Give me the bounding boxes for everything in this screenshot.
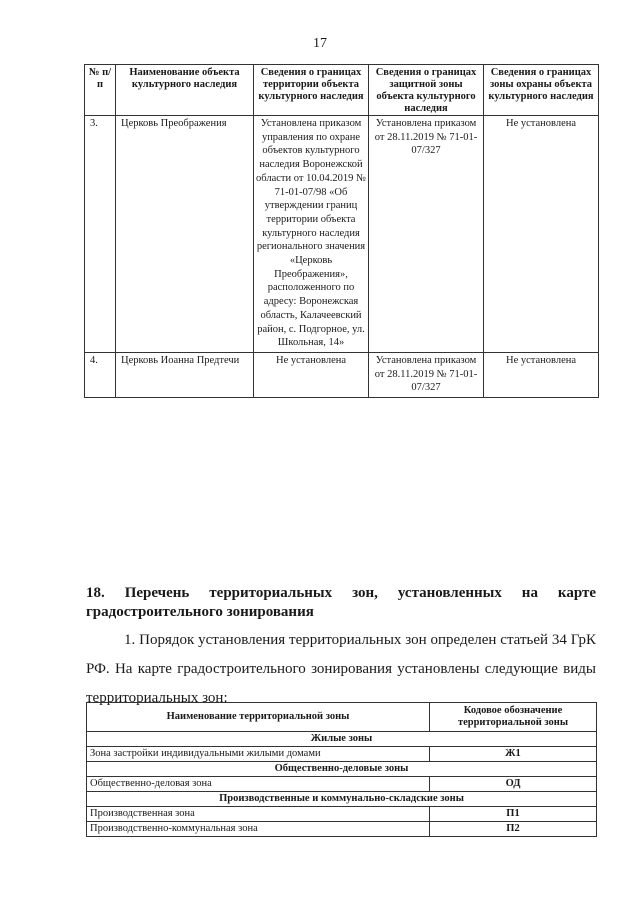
row-number: 3.	[85, 116, 116, 353]
zone-code: П1	[430, 807, 597, 822]
zone-name: Производственная зона	[87, 807, 430, 822]
body-paragraph: 1. Порядок установления территориальных зон определен статьей 34 ГрК РФ. На карте градостроительного зонирования установлены следующие виды территориальных зон:	[86, 632, 596, 706]
zone-code: ОД	[430, 777, 597, 792]
zones-table-header-row	[87, 703, 597, 732]
territory-info: Установлена приказом управления по охране объектов культурного наследия Воронежской области от 10.04.2019 № 71-01-07/98 «Об утверждении границ территории объекта культурного наследия регионального значения «Церковь Преображения», расположенного по адресу: Воронежская область, Калачеевский район, с. Подгорное, ул. Школьная, 14»	[254, 116, 369, 353]
zone-group-title: Жилые зоны	[87, 732, 597, 747]
table-row	[87, 747, 597, 762]
zone-group-row	[87, 732, 597, 747]
page-number: 17	[313, 36, 327, 51]
table-row	[87, 777, 597, 792]
zone-group-row	[87, 792, 597, 807]
protective-zone-info: Установлена приказом от 28.11.2019 № 71-01-07/327	[369, 116, 484, 353]
table-row	[85, 352, 599, 397]
zone-name: Общественно-деловая зона	[87, 777, 430, 792]
security-zone-info: Не установлена	[484, 116, 599, 353]
table-row	[85, 116, 599, 353]
zone-code: П2	[430, 822, 597, 837]
header-territory: Сведения о границах территории объекта культурного наследия	[254, 65, 369, 116]
security-zone-info: Не установлена	[484, 352, 599, 397]
section-heading: 18. Перечень территориальных зон, установленных на карте градостроительного зонирования	[86, 585, 596, 620]
header-object-name: Наименование объекта культурного наследия	[116, 65, 254, 116]
header-zone-code: Кодовое обозначение территориальной зоны	[430, 703, 597, 732]
table-row	[87, 807, 597, 822]
territorial-zones-table	[86, 702, 597, 837]
territory-info: Не установлена	[254, 352, 369, 397]
heritage-objects-table	[84, 64, 599, 398]
zone-group-row	[87, 762, 597, 777]
object-name: Церковь Иоанна Предтечи	[116, 352, 254, 397]
header-protective-zone: Сведения о границах защитной зоны объекта культурного наследия	[369, 65, 484, 116]
protective-zone-info: Установлена приказом от 28.11.2019 № 71-01-07/327	[369, 352, 484, 397]
zone-name: Зона застройки индивидуальными жилыми домами	[87, 747, 430, 762]
zone-code: Ж1	[430, 747, 597, 762]
zone-name: Производственно-коммунальная зона	[87, 822, 430, 837]
header-security-zone: Сведения о границах зоны охраны объекта культурного наследия	[484, 65, 599, 116]
row-number: 4.	[85, 352, 116, 397]
object-name: Церковь Преображения	[116, 116, 254, 353]
zone-group-title: Производственные и коммунально-складские зоны	[87, 792, 597, 807]
zone-group-title: Общественно-деловые зоны	[87, 762, 597, 777]
table-row	[87, 822, 597, 837]
header-zone-name: Наименование территориальной зоны	[87, 703, 430, 732]
heritage-table-header-row	[85, 65, 599, 116]
header-number: № п/п	[85, 65, 116, 116]
